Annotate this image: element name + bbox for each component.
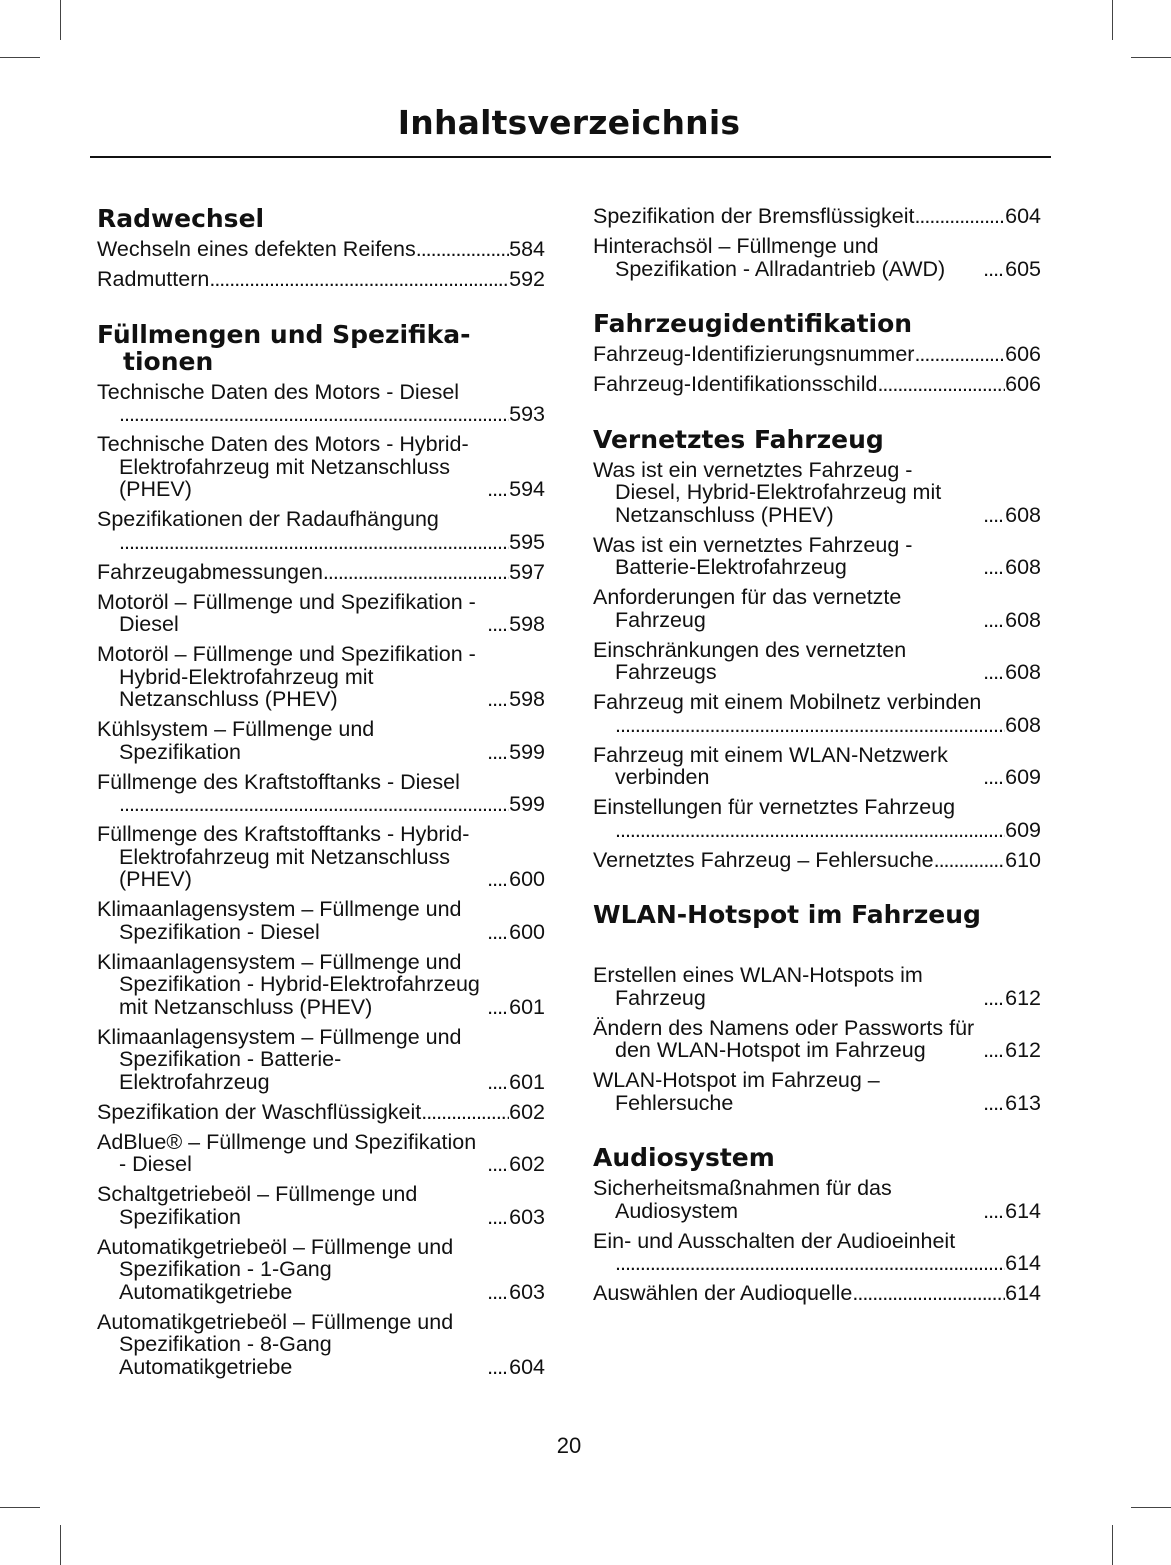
toc-column-right <box>593 200 1041 1312</box>
section-heading: Radwechsel <box>97 204 265 233</box>
toc-entry[interactable]: Schaltgetriebeöl – Füllmenge und Spezifikation ..... 603 <box>97 1183 545 1228</box>
toc-entry[interactable]: Spezifikation der Waschflüssigkeit ..... 602 <box>97 1101 545 1124</box>
toc-entry[interactable]: Technische Daten des Motors - Diesel ..... 593 <box>97 381 545 426</box>
toc-entry[interactable]: Motoröl – Füllmenge und Spezifikation - Hybrid-Elektrofahrzeug mit Netzanschluss (PHEV) ..... 598 <box>97 643 545 711</box>
crop-mark <box>60 0 61 40</box>
toc-entry[interactable]: Ändern des Namens oder Passworts für den WLAN-Hotspot im Fahrzeug ..... 612 <box>593 1017 1041 1062</box>
page-number: 20 <box>556 1433 582 1458</box>
toc-entry[interactable]: Füllmenge des Kraftstofftanks - Diesel ..... 599 <box>97 771 545 816</box>
toc-entry[interactable]: Fahrzeug-Identifikationsschild ..... 606 <box>593 373 1041 396</box>
toc-entry[interactable]: Was ist ein vernetztes Fahrzeug - Diesel, Hybrid-Elektrofahrzeug mit Netzanschluss (PHEV) ..... 608 <box>593 459 1041 527</box>
toc-entry[interactable]: Füllmenge des Kraftstofftanks - Hybrid-Elektrofahrzeug mit Netzanschluss (PHEV) ..... 600 <box>97 823 545 891</box>
toc-entry[interactable]: Sicherheitsmaßnahmen für das Audiosystem ..... 614 <box>593 1177 1041 1222</box>
crop-mark <box>60 1525 61 1565</box>
toc-entry[interactable]: Spezifikationen der Radaufhängung ..... 595 <box>97 508 545 553</box>
toc-entry[interactable]: Auswählen der Audioquelle ..... 614 <box>593 1282 1041 1305</box>
toc-column-left <box>97 200 545 1386</box>
toc-entry[interactable]: Ein- und Ausschalten der Audioeinheit ..... 614 <box>593 1230 1041 1275</box>
toc-entry[interactable]: Anforderungen für das vernetzte Fahrzeug ..... 608 <box>593 586 1041 631</box>
toc-entry[interactable]: Automatikgetriebeöl – Füllmenge und Spezifikation - 8-Gang Automatikgetriebe ..... 604 <box>97 1311 545 1379</box>
toc-entry[interactable]: Was ist ein vernetztes Fahrzeug - Batterie-Elektrofahrzeug ..... 608 <box>593 534 1041 579</box>
toc-entry[interactable]: Klimaanlagensystem – Füllmenge und Spezifikation - Diesel ..... 600 <box>97 898 545 943</box>
toc-entry[interactable]: Klimaanlagensystem – Füllmenge und Spezifikation - Batterie-Elektrofahrzeug ..... 601 <box>97 1026 545 1094</box>
toc-entry[interactable]: Technische Daten des Motors - Hybrid-Elektrofahrzeug mit Netzanschluss (PHEV) ..... 594 <box>97 433 545 501</box>
section-heading: Fahrzeugidentifikation <box>593 309 913 338</box>
section-heading: Vernetztes Fahrzeug <box>593 424 884 454</box>
toc-entry[interactable]: Fahrzeug mit einem WLAN-Netzwerk verbinden ..... 609 <box>593 744 1041 789</box>
toc-entry[interactable]: AdBlue® – Füllmenge und Spezifikation - Diesel ..... 602 <box>97 1131 545 1176</box>
crop-mark <box>1112 1525 1113 1565</box>
toc-entry[interactable]: Fahrzeug-Identifizierungsnummer ..... 606 <box>593 343 1041 366</box>
section-heading: WLAN-Hotspot im Fahrzeug <box>593 900 981 929</box>
crop-mark <box>1131 1507 1171 1508</box>
crop-mark <box>0 1507 40 1508</box>
toc-entry[interactable]: Hinterachsöl – Füllmenge und Spezifikation - Allradantrieb (AWD) ..... 605 <box>593 235 1041 280</box>
crop-mark <box>0 57 40 58</box>
toc-entry[interactable]: Motoröl – Füllmenge und Spezifikation - Diesel ..... 598 <box>97 591 545 636</box>
crop-mark <box>1112 0 1113 40</box>
toc-entry[interactable]: Spezifikation der Bremsflüssigkeit ..... 604 <box>593 205 1041 228</box>
toc-entry[interactable]: Klimaanlagensystem – Füllmenge und Spezifikation - Hybrid-Elektrofahrzeug mit Netzanschluss (PHEV) ..... 601 <box>97 951 545 1019</box>
page-title: Inhaltsverzeichnis <box>397 103 741 142</box>
toc-entry[interactable]: Fahrzeug mit einem Mobilnetz verbinden ..... 608 <box>593 691 1041 736</box>
toc-entry[interactable]: Automatikgetriebeöl – Füllmenge und Spezifikation - 1-Gang Automatikgetriebe ..... 603 <box>97 1236 545 1304</box>
toc-entry[interactable]: Kühlsystem – Füllmenge und Spezifikation ..... 599 <box>97 718 545 763</box>
toc-entry[interactable]: WLAN-Hotspot im Fahrzeug – Fehlersuche ..... 613 <box>593 1069 1041 1114</box>
toc-entry[interactable]: Radmuttern ..... 592 <box>97 268 545 291</box>
toc-entry[interactable]: Einstellungen für vernetztes Fahrzeug ..... 609 <box>593 796 1041 841</box>
crop-mark <box>1131 57 1171 58</box>
title-divider <box>90 156 1051 158</box>
section-heading: Füllmengen und Spezifika-tionen <box>97 319 471 376</box>
toc-entry[interactable]: Einschränkungen des vernetzten Fahrzeugs ..... 608 <box>593 639 1041 684</box>
toc-entry[interactable]: Fahrzeugabmessungen ..... 597 <box>97 561 545 584</box>
toc-entry[interactable]: Erstellen eines WLAN-Hotspots im Fahrzeug ..... 612 <box>593 964 1041 1009</box>
section-heading: Audiosystem <box>593 1143 775 1172</box>
toc-entry[interactable]: Vernetztes Fahrzeug – Fehlersuche ..... 610 <box>593 849 1041 872</box>
toc-entry[interactable]: Wechseln eines defekten Reifens ..... 584 <box>97 238 545 261</box>
